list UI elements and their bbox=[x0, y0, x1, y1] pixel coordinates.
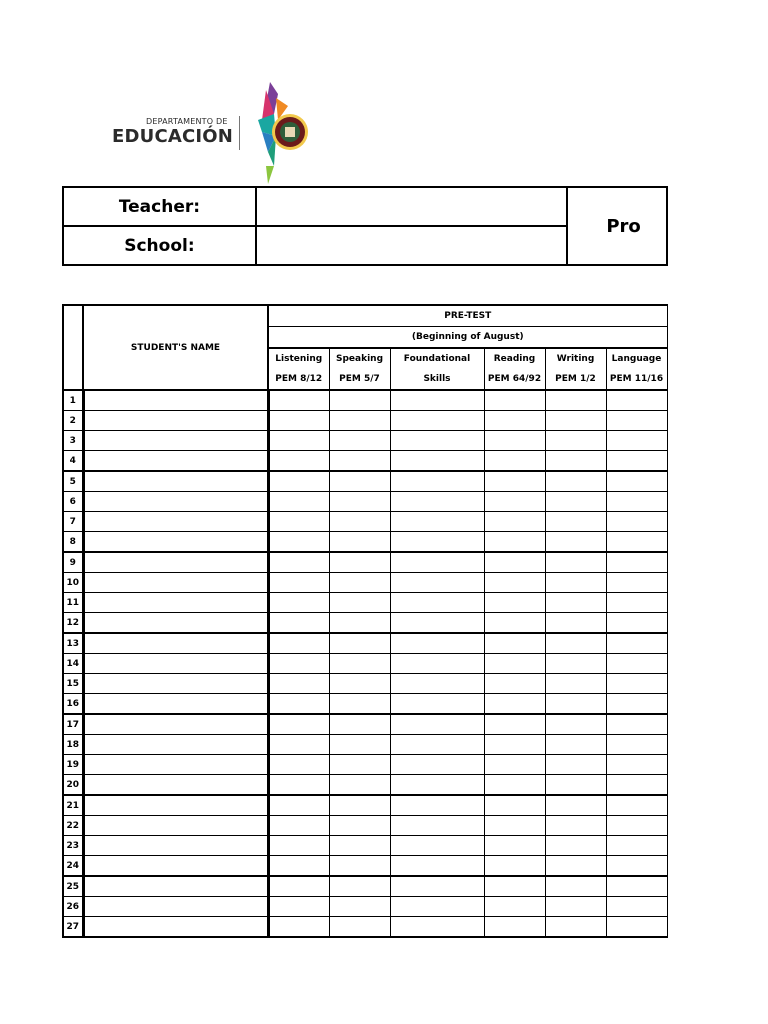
score-cell-foundational-skills[interactable] bbox=[390, 532, 484, 553]
score-cell-speaking[interactable] bbox=[329, 816, 390, 836]
score-cell-language[interactable] bbox=[606, 714, 667, 735]
score-cell-listening[interactable] bbox=[268, 856, 329, 877]
score-cell-language[interactable] bbox=[606, 694, 667, 715]
score-cell-foundational-skills[interactable] bbox=[390, 593, 484, 613]
row-number: 2 bbox=[63, 411, 83, 431]
score-cell-foundational-skills[interactable] bbox=[390, 775, 484, 796]
score-cell-reading[interactable] bbox=[484, 532, 545, 553]
score-cell-speaking[interactable] bbox=[329, 390, 390, 411]
score-cell-language[interactable] bbox=[606, 390, 667, 411]
score-cell-listening[interactable] bbox=[268, 917, 329, 938]
logo-emblem-icon bbox=[252, 80, 322, 188]
score-cell-language[interactable] bbox=[606, 816, 667, 836]
score-cell-listening[interactable] bbox=[268, 633, 329, 654]
school-label: School: bbox=[63, 226, 256, 265]
score-cell-reading[interactable] bbox=[484, 836, 545, 856]
table-row bbox=[63, 532, 667, 553]
student-name-cell[interactable] bbox=[83, 755, 268, 775]
row-number: 12 bbox=[63, 613, 83, 634]
table-row bbox=[63, 654, 667, 674]
score-cell-listening[interactable] bbox=[268, 654, 329, 674]
student-name-cell[interactable] bbox=[83, 512, 268, 532]
score-cell-listening[interactable] bbox=[268, 512, 329, 532]
score-cell-speaking[interactable] bbox=[329, 755, 390, 775]
table-row bbox=[63, 755, 667, 775]
score-cell-speaking[interactable] bbox=[329, 856, 390, 877]
score-cell-writing[interactable] bbox=[545, 897, 606, 917]
row-number: 1 bbox=[63, 390, 83, 411]
score-cell-reading[interactable] bbox=[484, 775, 545, 796]
score-cell-reading[interactable] bbox=[484, 694, 545, 715]
table-row bbox=[63, 856, 667, 877]
score-cell-language[interactable] bbox=[606, 471, 667, 492]
column-header-reading: Reading PEM 64/92 bbox=[484, 348, 545, 390]
pretest-title: PRE-TEST bbox=[268, 305, 667, 327]
row-number: 16 bbox=[63, 694, 83, 715]
score-cell-speaking[interactable] bbox=[329, 775, 390, 796]
score-cell-foundational-skills[interactable] bbox=[390, 471, 484, 492]
score-cell-reading[interactable] bbox=[484, 674, 545, 694]
row-number: 7 bbox=[63, 512, 83, 532]
score-cell-reading[interactable] bbox=[484, 633, 545, 654]
score-cell-reading[interactable] bbox=[484, 714, 545, 735]
student-name-cell[interactable] bbox=[83, 593, 268, 613]
student-scores-table bbox=[62, 304, 668, 938]
row-number: 25 bbox=[63, 876, 83, 897]
row-number: 14 bbox=[63, 654, 83, 674]
logo-text-department: DEPARTAMENTO DE bbox=[146, 117, 228, 126]
score-cell-listening[interactable] bbox=[268, 593, 329, 613]
score-cell-speaking[interactable] bbox=[329, 897, 390, 917]
student-name-cell[interactable] bbox=[83, 573, 268, 593]
student-name-cell[interactable] bbox=[83, 735, 268, 755]
form-title: Pro bbox=[567, 187, 667, 265]
score-cell-listening[interactable] bbox=[268, 836, 329, 856]
score-cell-listening[interactable] bbox=[268, 714, 329, 735]
score-cell-language[interactable] bbox=[606, 573, 667, 593]
score-cell-listening[interactable] bbox=[268, 897, 329, 917]
score-cell-writing[interactable] bbox=[545, 654, 606, 674]
score-cell-language[interactable] bbox=[606, 492, 667, 512]
score-cell-speaking[interactable] bbox=[329, 552, 390, 573]
column-header-foundational-skills: Foundational Skills bbox=[390, 348, 484, 390]
score-cell-writing[interactable] bbox=[545, 735, 606, 755]
row-number: 11 bbox=[63, 593, 83, 613]
score-cell-listening[interactable] bbox=[268, 573, 329, 593]
score-cell-reading[interactable] bbox=[484, 593, 545, 613]
score-cell-writing[interactable] bbox=[545, 552, 606, 573]
score-cell-writing[interactable] bbox=[545, 492, 606, 512]
score-cell-speaking[interactable] bbox=[329, 492, 390, 512]
table-row bbox=[63, 593, 667, 613]
table-row bbox=[63, 552, 667, 573]
table-row bbox=[63, 816, 667, 836]
score-cell-listening[interactable] bbox=[268, 552, 329, 573]
score-cell-reading[interactable] bbox=[484, 755, 545, 775]
score-cell-listening[interactable] bbox=[268, 694, 329, 715]
score-cell-listening[interactable] bbox=[268, 471, 329, 492]
score-cell-listening[interactable] bbox=[268, 755, 329, 775]
score-cell-listening[interactable] bbox=[268, 390, 329, 411]
student-name-cell[interactable] bbox=[83, 471, 268, 492]
score-cell-reading[interactable] bbox=[484, 795, 545, 816]
score-cell-speaking[interactable] bbox=[329, 735, 390, 755]
score-cell-writing[interactable] bbox=[545, 917, 606, 938]
student-name-cell[interactable] bbox=[83, 897, 268, 917]
row-number: 3 bbox=[63, 431, 83, 451]
row-number: 13 bbox=[63, 633, 83, 654]
student-name-cell[interactable] bbox=[83, 714, 268, 735]
student-name-cell[interactable] bbox=[83, 451, 268, 472]
score-cell-language[interactable] bbox=[606, 917, 667, 938]
score-cell-speaking[interactable] bbox=[329, 573, 390, 593]
row-number: 24 bbox=[63, 856, 83, 877]
score-cell-foundational-skills[interactable] bbox=[390, 492, 484, 512]
score-cell-language[interactable] bbox=[606, 532, 667, 553]
score-cell-writing[interactable] bbox=[545, 836, 606, 856]
score-cell-writing[interactable] bbox=[545, 816, 606, 836]
score-cell-foundational-skills[interactable] bbox=[390, 735, 484, 755]
score-cell-listening[interactable] bbox=[268, 795, 329, 816]
student-name-cell[interactable] bbox=[83, 836, 268, 856]
row-number: 6 bbox=[63, 492, 83, 512]
score-cell-language[interactable] bbox=[606, 775, 667, 796]
score-cell-language[interactable] bbox=[606, 755, 667, 775]
score-cell-language[interactable] bbox=[606, 876, 667, 897]
score-cell-writing[interactable] bbox=[545, 512, 606, 532]
student-name-cell[interactable] bbox=[83, 795, 268, 816]
table-row bbox=[63, 917, 667, 938]
student-name-cell[interactable] bbox=[83, 431, 268, 451]
table-row bbox=[63, 633, 667, 654]
score-cell-language[interactable] bbox=[606, 633, 667, 654]
student-name-cell[interactable] bbox=[83, 876, 268, 897]
score-cell-foundational-skills[interactable] bbox=[390, 755, 484, 775]
score-cell-foundational-skills[interactable] bbox=[390, 694, 484, 715]
score-cell-listening[interactable] bbox=[268, 876, 329, 897]
score-cell-writing[interactable] bbox=[545, 856, 606, 877]
column-header-speaking: Speaking PEM 5/7 bbox=[329, 348, 390, 390]
score-cell-foundational-skills[interactable] bbox=[390, 411, 484, 431]
column-header-listening: Listening PEM 8/12 bbox=[268, 348, 329, 390]
score-cell-speaking[interactable] bbox=[329, 917, 390, 938]
score-cell-foundational-skills[interactable] bbox=[390, 390, 484, 411]
score-cell-language[interactable] bbox=[606, 674, 667, 694]
score-cell-speaking[interactable] bbox=[329, 451, 390, 472]
score-cell-reading[interactable] bbox=[484, 816, 545, 836]
score-cell-writing[interactable] bbox=[545, 633, 606, 654]
score-cell-speaking[interactable] bbox=[329, 471, 390, 492]
row-number: 9 bbox=[63, 552, 83, 573]
student-name-cell[interactable] bbox=[83, 856, 268, 877]
column-header-writing: Writing PEM 1/2 bbox=[545, 348, 606, 390]
student-name-cell[interactable] bbox=[83, 492, 268, 512]
row-number: 8 bbox=[63, 532, 83, 553]
score-cell-listening[interactable] bbox=[268, 411, 329, 431]
score-cell-writing[interactable] bbox=[545, 532, 606, 553]
row-number: 19 bbox=[63, 755, 83, 775]
table-row bbox=[63, 471, 667, 492]
row-number: 18 bbox=[63, 735, 83, 755]
score-cell-foundational-skills[interactable] bbox=[390, 816, 484, 836]
score-cell-speaking[interactable] bbox=[329, 654, 390, 674]
score-cell-foundational-skills[interactable] bbox=[390, 674, 484, 694]
score-cell-reading[interactable] bbox=[484, 876, 545, 897]
score-cell-language[interactable] bbox=[606, 451, 667, 472]
score-cell-language[interactable] bbox=[606, 836, 667, 856]
student-name-cell[interactable] bbox=[83, 654, 268, 674]
row-number: 4 bbox=[63, 451, 83, 472]
table-row bbox=[63, 735, 667, 755]
score-cell-language[interactable] bbox=[606, 552, 667, 573]
score-cell-writing[interactable] bbox=[545, 431, 606, 451]
teacher-school-table bbox=[62, 186, 668, 266]
row-number: 10 bbox=[63, 573, 83, 593]
score-cell-language[interactable] bbox=[606, 431, 667, 451]
student-name-cell[interactable] bbox=[83, 613, 268, 634]
row-number: 26 bbox=[63, 897, 83, 917]
score-cell-reading[interactable] bbox=[484, 512, 545, 532]
score-cell-language[interactable] bbox=[606, 735, 667, 755]
student-name-cell[interactable] bbox=[83, 775, 268, 796]
score-cell-writing[interactable] bbox=[545, 411, 606, 431]
score-cell-foundational-skills[interactable] bbox=[390, 573, 484, 593]
score-cell-reading[interactable] bbox=[484, 856, 545, 877]
score-cell-language[interactable] bbox=[606, 654, 667, 674]
score-cell-speaking[interactable] bbox=[329, 593, 390, 613]
score-cell-writing[interactable] bbox=[545, 775, 606, 796]
score-cell-speaking[interactable] bbox=[329, 795, 390, 816]
score-cell-writing[interactable] bbox=[545, 795, 606, 816]
student-name-cell[interactable] bbox=[83, 633, 268, 654]
table-row bbox=[63, 674, 667, 694]
student-name-cell[interactable] bbox=[83, 674, 268, 694]
score-cell-foundational-skills[interactable] bbox=[390, 613, 484, 634]
student-name-cell[interactable] bbox=[83, 816, 268, 836]
table-row bbox=[63, 714, 667, 735]
score-cell-reading[interactable] bbox=[484, 451, 545, 472]
score-cell-foundational-skills[interactable] bbox=[390, 795, 484, 816]
score-cell-writing[interactable] bbox=[545, 593, 606, 613]
pretest-subtitle: (Beginning of August) bbox=[268, 327, 667, 349]
score-cell-writing[interactable] bbox=[545, 876, 606, 897]
score-cell-speaking[interactable] bbox=[329, 532, 390, 553]
student-name-cell[interactable] bbox=[83, 694, 268, 715]
row-number: 23 bbox=[63, 836, 83, 856]
score-cell-foundational-skills[interactable] bbox=[390, 633, 484, 654]
score-cell-writing[interactable] bbox=[545, 390, 606, 411]
score-cell-speaking[interactable] bbox=[329, 876, 390, 897]
student-name-header: STUDENT'S NAME bbox=[83, 305, 268, 390]
teacher-field[interactable] bbox=[256, 187, 567, 226]
score-cell-reading[interactable] bbox=[484, 654, 545, 674]
score-cell-listening[interactable] bbox=[268, 492, 329, 512]
score-cell-language[interactable] bbox=[606, 512, 667, 532]
table-row bbox=[63, 775, 667, 796]
table-row bbox=[63, 613, 667, 634]
student-name-cell[interactable] bbox=[83, 552, 268, 573]
score-cell-listening[interactable] bbox=[268, 451, 329, 472]
row-number: 22 bbox=[63, 816, 83, 836]
score-cell-writing[interactable] bbox=[545, 471, 606, 492]
logo-text-education: EDUCACIÓN bbox=[112, 126, 234, 147]
table-row bbox=[63, 573, 667, 593]
score-cell-speaking[interactable] bbox=[329, 633, 390, 654]
score-cell-writing[interactable] bbox=[545, 451, 606, 472]
score-cell-foundational-skills[interactable] bbox=[390, 836, 484, 856]
score-cell-writing[interactable] bbox=[545, 613, 606, 634]
column-header-language: Language PEM 11/16 bbox=[606, 348, 667, 390]
table-row bbox=[63, 492, 667, 512]
table-row bbox=[63, 512, 667, 532]
score-cell-reading[interactable] bbox=[484, 613, 545, 634]
row-number: 15 bbox=[63, 674, 83, 694]
table-row bbox=[63, 451, 667, 472]
score-cell-speaking[interactable] bbox=[329, 411, 390, 431]
score-cell-reading[interactable] bbox=[484, 492, 545, 512]
score-cell-reading[interactable] bbox=[484, 897, 545, 917]
student-name-cell[interactable] bbox=[83, 917, 268, 938]
row-number: 27 bbox=[63, 917, 83, 938]
score-cell-language[interactable] bbox=[606, 897, 667, 917]
table-row bbox=[63, 897, 667, 917]
score-cell-speaking[interactable] bbox=[329, 836, 390, 856]
logo-divider bbox=[239, 116, 240, 150]
score-cell-language[interactable] bbox=[606, 411, 667, 431]
score-cell-speaking[interactable] bbox=[329, 512, 390, 532]
score-cell-foundational-skills[interactable] bbox=[390, 856, 484, 877]
score-cell-foundational-skills[interactable] bbox=[390, 451, 484, 472]
table-row bbox=[63, 876, 667, 897]
student-name-cell[interactable] bbox=[83, 411, 268, 431]
score-cell-foundational-skills[interactable] bbox=[390, 917, 484, 938]
score-cell-writing[interactable] bbox=[545, 573, 606, 593]
score-cell-listening[interactable] bbox=[268, 532, 329, 553]
score-cell-writing[interactable] bbox=[545, 674, 606, 694]
score-cell-reading[interactable] bbox=[484, 552, 545, 573]
student-rows bbox=[63, 390, 667, 937]
table-row bbox=[63, 694, 667, 715]
score-cell-language[interactable] bbox=[606, 593, 667, 613]
teacher-label: Teacher: bbox=[63, 187, 256, 226]
score-cell-listening[interactable] bbox=[268, 431, 329, 451]
score-cell-foundational-skills[interactable] bbox=[390, 512, 484, 532]
row-number: 21 bbox=[63, 795, 83, 816]
student-name-cell[interactable] bbox=[83, 390, 268, 411]
table-row bbox=[63, 836, 667, 856]
row-number: 17 bbox=[63, 714, 83, 735]
score-cell-reading[interactable] bbox=[484, 411, 545, 431]
table-row bbox=[63, 431, 667, 451]
score-cell-speaking[interactable] bbox=[329, 714, 390, 735]
score-cell-speaking[interactable] bbox=[329, 613, 390, 634]
score-cell-writing[interactable] bbox=[545, 755, 606, 775]
score-cell-foundational-skills[interactable] bbox=[390, 552, 484, 573]
table-row bbox=[63, 795, 667, 816]
score-cell-reading[interactable] bbox=[484, 390, 545, 411]
score-cell-reading[interactable] bbox=[484, 471, 545, 492]
score-cell-listening[interactable] bbox=[268, 674, 329, 694]
score-cell-foundational-skills[interactable] bbox=[390, 876, 484, 897]
table-row bbox=[63, 411, 667, 431]
score-cell-language[interactable] bbox=[606, 613, 667, 634]
score-cell-reading[interactable] bbox=[484, 431, 545, 451]
score-cell-reading[interactable] bbox=[484, 573, 545, 593]
score-cell-listening[interactable] bbox=[268, 735, 329, 755]
row-number: 5 bbox=[63, 471, 83, 492]
score-cell-foundational-skills[interactable] bbox=[390, 714, 484, 735]
row-number-header bbox=[63, 305, 83, 390]
row-number: 20 bbox=[63, 775, 83, 796]
score-cell-reading[interactable] bbox=[484, 735, 545, 755]
score-cell-speaking[interactable] bbox=[329, 694, 390, 715]
score-cell-speaking[interactable] bbox=[329, 674, 390, 694]
score-cell-speaking[interactable] bbox=[329, 431, 390, 451]
score-cell-foundational-skills[interactable] bbox=[390, 897, 484, 917]
score-cell-language[interactable] bbox=[606, 795, 667, 816]
table-row bbox=[63, 390, 667, 411]
department-logo bbox=[112, 80, 322, 190]
score-cell-language[interactable] bbox=[606, 856, 667, 877]
student-name-cell[interactable] bbox=[83, 532, 268, 553]
score-cell-listening[interactable] bbox=[268, 613, 329, 634]
score-cell-writing[interactable] bbox=[545, 694, 606, 715]
score-cell-foundational-skills[interactable] bbox=[390, 654, 484, 674]
score-cell-listening[interactable] bbox=[268, 816, 329, 836]
school-field[interactable] bbox=[256, 226, 567, 265]
score-cell-reading[interactable] bbox=[484, 917, 545, 938]
score-cell-foundational-skills[interactable] bbox=[390, 431, 484, 451]
score-cell-listening[interactable] bbox=[268, 775, 329, 796]
score-cell-writing[interactable] bbox=[545, 714, 606, 735]
